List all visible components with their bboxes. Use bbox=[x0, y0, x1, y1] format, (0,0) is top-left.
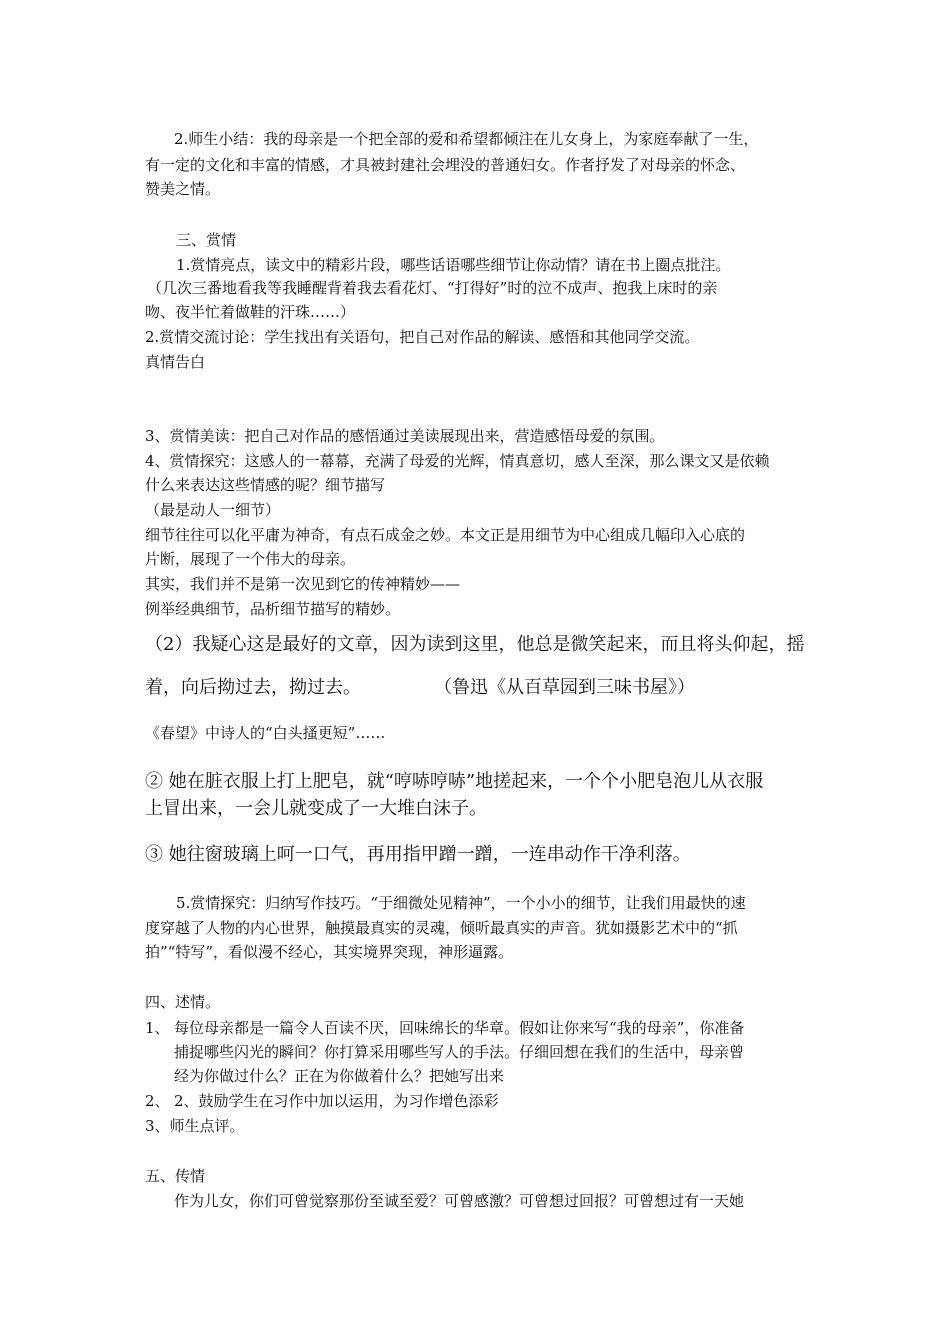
example2-line-2: 上冒出来，一会儿就变成了一大堆白沫子。 bbox=[145, 798, 487, 819]
section5-heading: 五、传情 bbox=[145, 1167, 206, 1185]
section5-line-1: 作为儿女，你们可曾觉察那份至诚至爱？可曾感激？可曾想过回报？可曾想过有一天她 bbox=[174, 1192, 745, 1210]
summary-line-2: 有一定的文化和丰富的情感，才具被封建社会埋没的普通妇女。作者抒发了对母亲的怀念、 bbox=[145, 156, 746, 174]
section3-item4-examples: 例举经典细节，品析细节描写的精妙。 bbox=[145, 600, 401, 618]
section3-item3: 3、赏情美读：把自己对作品的感悟通过美读展现出来，营造感悟母爱的氛围。 bbox=[145, 427, 665, 445]
section4-item1-line-2: 捕捉哪些闪光的瞬间？你打算采用哪些写人的手法。仔细回想在我们的生活中，母亲曾 bbox=[174, 1043, 745, 1061]
section4-item2: 2、鼓励学生在习作中加以运用，为习作增色添彩 bbox=[174, 1092, 499, 1110]
summary-line-3: 赞美之情。 bbox=[145, 180, 221, 198]
example2-line-1: ② 她在脏衣服上打上肥皂，就“哼哧哼哧”地搓起来，一个个小肥皂泡儿从衣服 bbox=[145, 771, 764, 792]
section3-item5-line-3: 拍”“特写”，看似漫不经心，其实境界突现，神形逼露。 bbox=[145, 943, 514, 961]
section4-item1-line-1: 每位母亲都是一篇令人百读不厌，回味绵长的华章。假如让你来写“我的母亲”，你准备 bbox=[174, 1019, 745, 1037]
section3-item4-detail-1: 细节往往可以化平庸为神奇，有点石成金之妙。本文正是用细节为中心组成几幅印入心底的 bbox=[145, 526, 746, 544]
chunwang-line: 《春望》中诗人的“白头搔更短”…… bbox=[145, 724, 386, 742]
quote2-source: （鲁迅《从百草园到三味书屋》） bbox=[434, 677, 695, 698]
section3-item2-sub: 真情告白 bbox=[145, 353, 206, 371]
section3-item1: 1.赏情亮点，读文中的精彩片段，哪些话语哪些细节让你动情？请在书上圈点批注。 bbox=[176, 256, 731, 274]
section3-item4-line-2: 什么来表达这些情感的呢？细节描写 bbox=[145, 476, 386, 494]
section3-item4-paren: （最是动人一细节） bbox=[145, 501, 281, 519]
quote2-line-2: 着，向后拗过去，拗过去。 bbox=[145, 677, 361, 698]
section3-item4-first: 其实，我们并不是第一次见到它的传神精妙—— bbox=[145, 575, 461, 593]
section3-item2: 2.赏情交流讨论：学生找出有关语句，把自己对作品的解读、感悟和其他同学交流。 bbox=[145, 328, 700, 346]
section3-item1-note-2: 吻、夜半忙着做鞋的汗珠……） bbox=[145, 303, 356, 321]
section3-item5-line-1: 5.赏情探究：归纳写作技巧。“于细微处见精神”，一个小小的细节，让我们用最快的速 bbox=[176, 894, 746, 912]
section3-item4-line-1: 4、赏情探究：这感人的一幕幕，充满了母爱的光辉，情真意切，感人至深，那么课文又是依赖 bbox=[145, 452, 770, 470]
summary-line-1: 2.师生小结：我的母亲是一个把全部的爱和希望都倾注在儿女身上，为家庭奉献了一生， bbox=[174, 130, 759, 148]
section4-item3: 3、师生点评。 bbox=[145, 1117, 245, 1135]
section3-item4-detail-2: 片断，展现了一个伟大的母亲。 bbox=[145, 550, 356, 568]
section3-item5-line-2: 度穿越了人物的内心世界，触摸最真实的灵魂，倾听最真实的声音。犹如摄影艺术中的“抓 bbox=[145, 919, 738, 937]
section4-heading: 四、述情。 bbox=[145, 993, 221, 1011]
section4-item1-number: 1、 bbox=[145, 1019, 170, 1037]
quote2-line-1: （2）我疑心这是最好的文章，因为读到这里，他总是微笑起来，而且将头仰起，摇 bbox=[145, 634, 805, 655]
section3-heading: 三、赏情 bbox=[176, 231, 237, 249]
example3-line: ③ 她往窗玻璃上呵一口气，再用指甲蹭一蹭，一连串动作干净利落。 bbox=[145, 844, 691, 865]
section3-item1-note-1: （几次三番地看我等我睡醒背着我去看花灯、“打得好”时的泣不成声、抱我上床时的亲 bbox=[147, 279, 718, 297]
section4-item1-line-3: 经为你做过什么？正在为你做着什么？把她写出来 bbox=[174, 1067, 505, 1085]
section4-item2-number: 2、 bbox=[145, 1092, 170, 1110]
